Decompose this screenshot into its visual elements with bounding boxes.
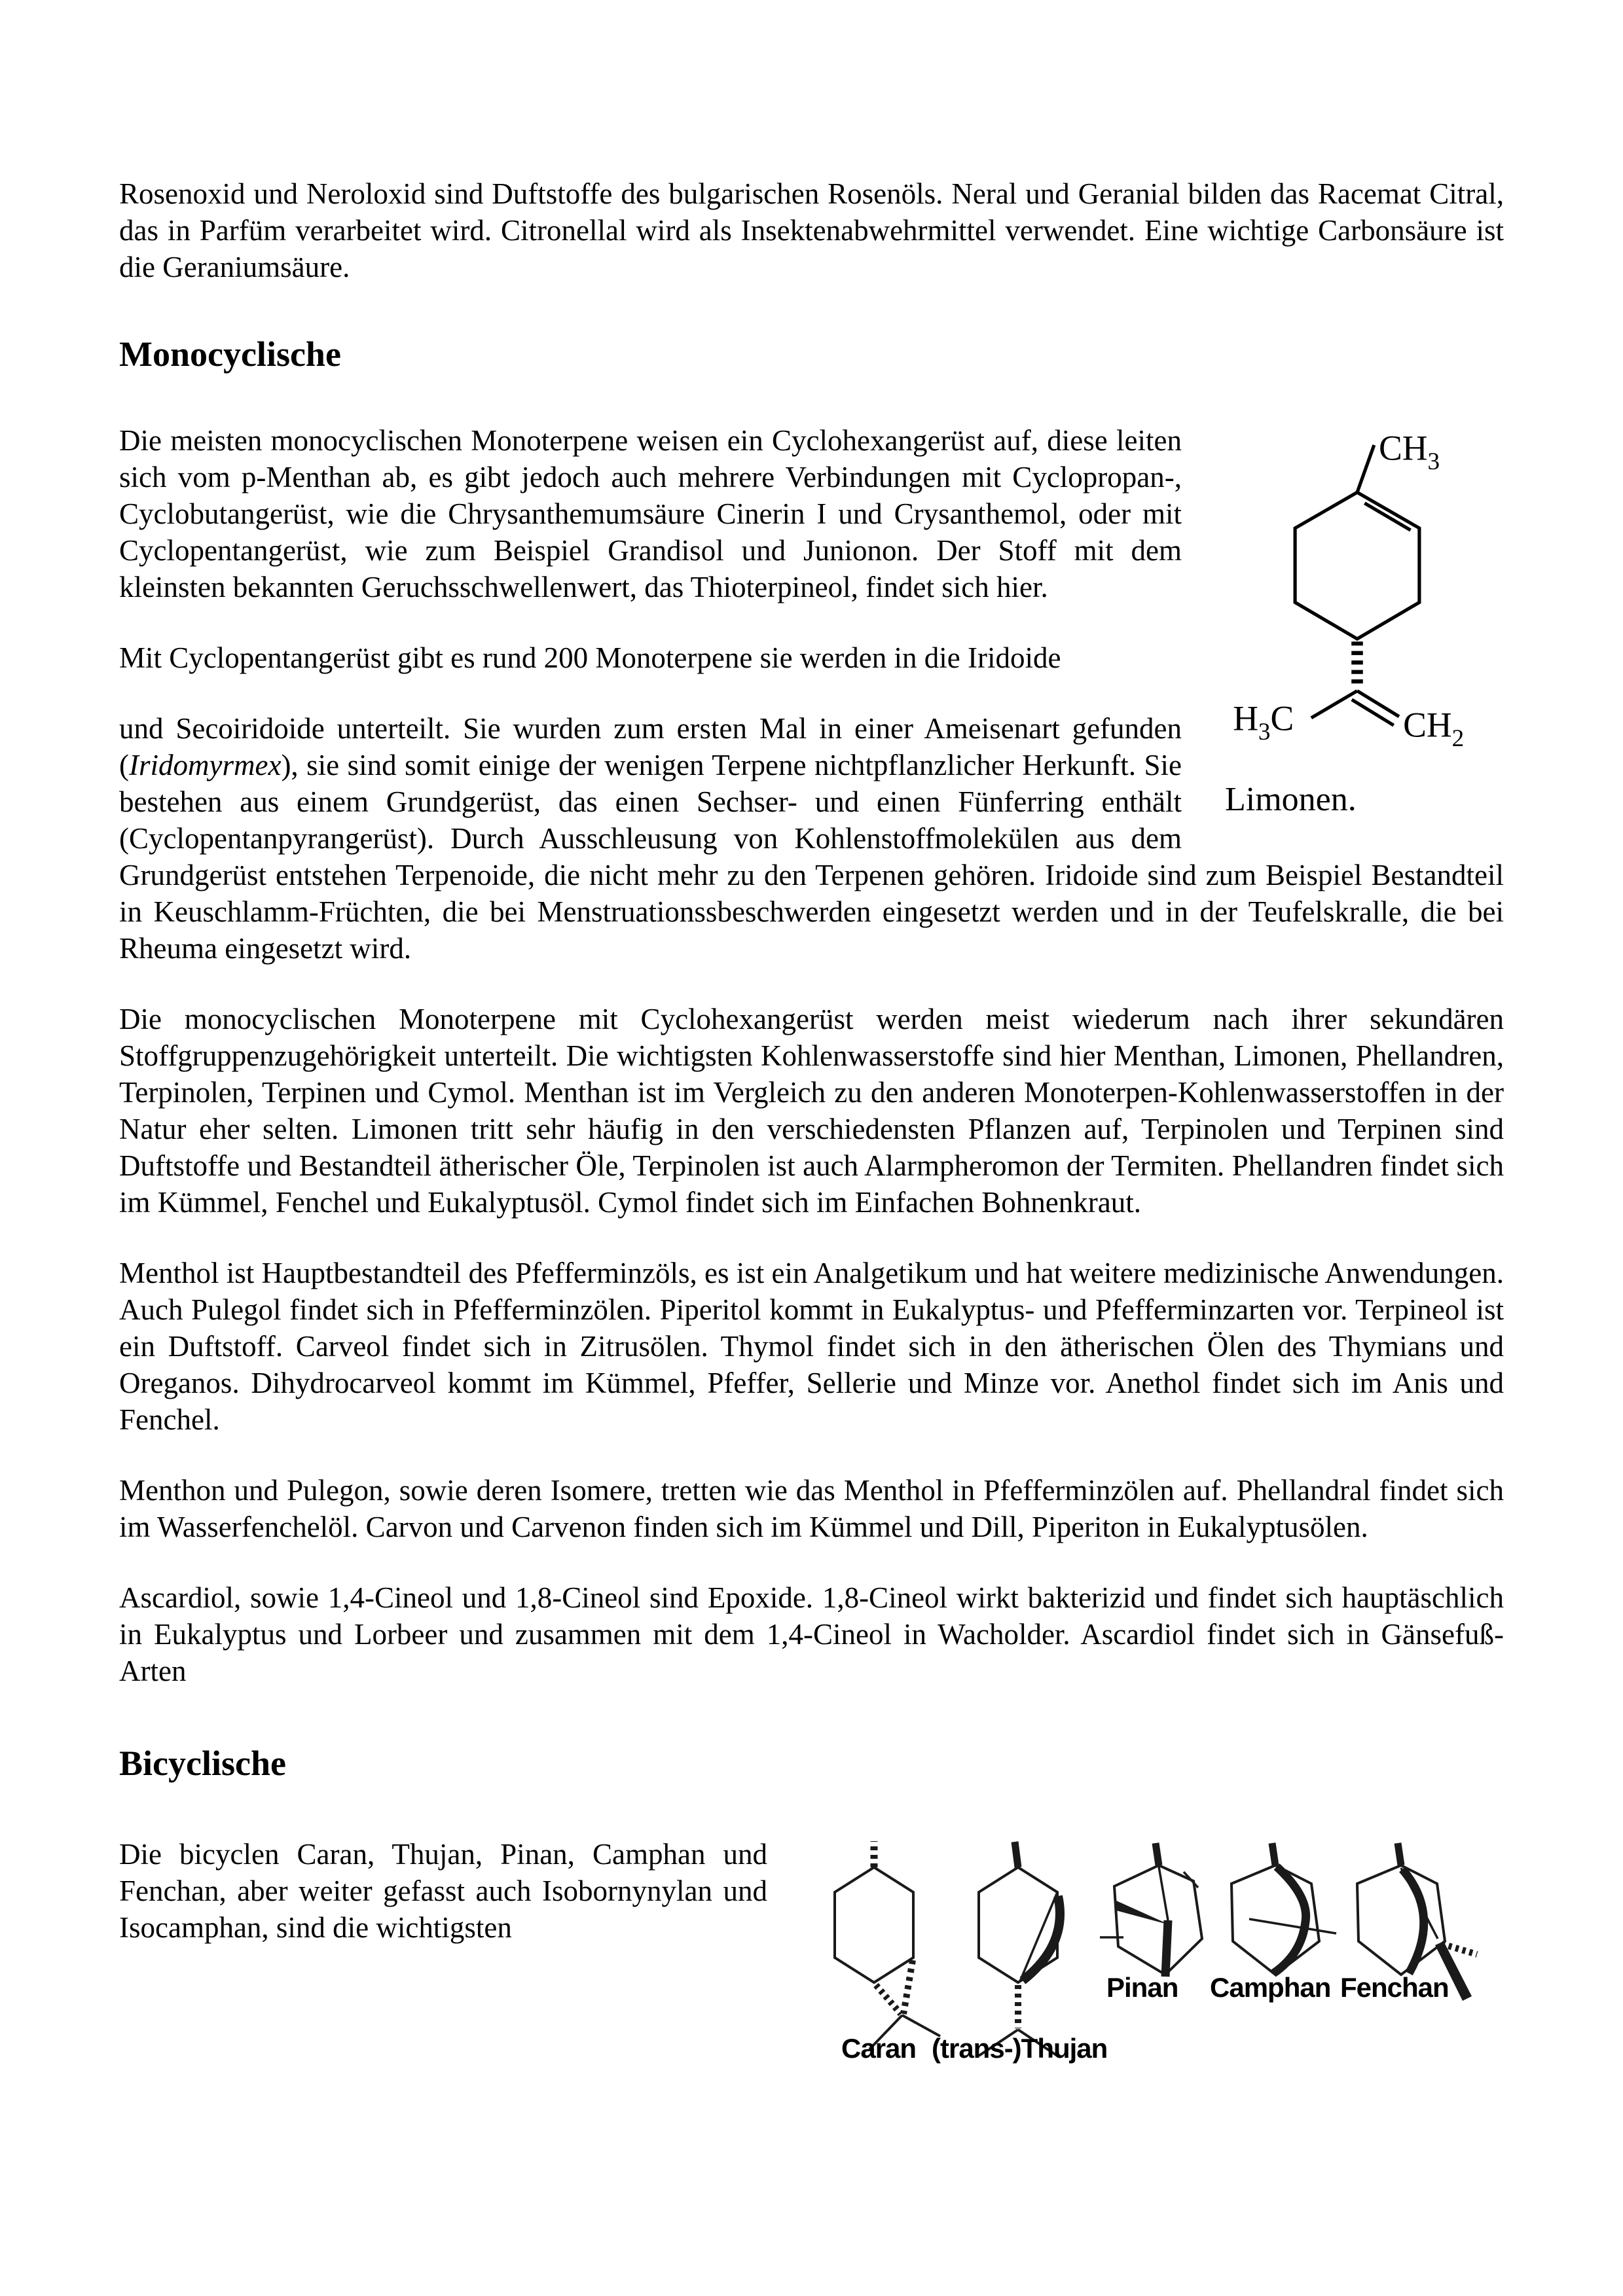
- camphan-label: Camphan: [1210, 1971, 1331, 2003]
- ring-double-bond: [1364, 503, 1410, 530]
- monocyclic-paragraph-2: Mit Cyclopentangerüst gibt es rund 200 Monoterpene sie werden in die Iridoide: [119, 641, 1061, 675]
- atom-label-ch2: $CH_2$: [1403, 706, 1465, 753]
- cyclohexene-ring: [1295, 493, 1419, 639]
- p3-text-after: ), sie sind somit einige der wenigen Terpene nichtpflanzlicher Herkunft. Sie bestehen aus einem Grundgerüst, das einen Sechser- und einen Fünferring enthält (Cyclopentanpyrangerüst). Durch Ausschleusung von Kohlenstoffmolekülen aus dem Grundgerüst entstehen Terpenoide, die nicht mehr zu den Terpenen gehören. Iridoide sind zum Beispiel Bestandteil in Keuschlamm-Früchten, die bei Menstruationssbeschwerden eingesetzt werden und in der Teufelskralle, die bei Rheuma eingesetzt wird.: [119, 749, 1504, 965]
- section-bicyclic: [119, 1836, 1504, 2108]
- caran-structure-image: [805, 1840, 944, 2056]
- isopropenyl-double-bond-1: [1357, 691, 1399, 717]
- atom-label-ch3: $CH_3$: [1379, 429, 1440, 476]
- caran-label: Caran: [841, 2032, 917, 2064]
- bicyclic-structures-figure: [793, 1840, 1504, 2108]
- intro-paragraph: Rosenoxid und Neroloxid sind Duftstoffe des bulgarischen Rosenöls. Neral und Geranial bilden das Racemat Citral, das in Parfüm verarbeitet wird. Citronellal wird als Insektenabwehrmittel verwendet. Eine wichtige Carbonsäure ist die Geraniumsäure.: [119, 177, 1504, 283]
- p3-species-name: Iridomyrmex: [129, 749, 282, 782]
- methyl-bond: [1357, 445, 1374, 492]
- section-monocyclic: [119, 422, 1504, 1689]
- heading-monocyclische: Monocyclische: [119, 334, 341, 374]
- limonen-structure-image: [1229, 425, 1486, 762]
- heading-bicyclische: Bicyclische: [119, 1744, 286, 1784]
- p3-text-before: und Secoiridoide unterteilt. Sie wurden zum ersten Mal in einer Ameisenart gefunden (: [119, 712, 1182, 782]
- monocyclic-paragraph-4: Die monocyclischen Monoterpene mit Cyclohexangerüst werden meist wiederum nach ihrer sekundären Stoffgruppenzugehörigkeit unterteilt. Die wichtigsten Kohlenwasserstoffe sind hier Menthan, Limonen, Phellandren, Terpinolen, Terpinen und Cymol. Menthan ist im Vergleich zu den anderen Monoterpen-Kohlenwasserstoffen in der Natur eher selten. Limonen tritt sehr häufig in den verschiedensten Pflanzen auf, Terpinolen und Terpinen sind Duftstoffe und Bestandteil ätherischer Öle, Terpinolen ist auch Alarmpheromon der Termiten. Phellandren findet sich im Kümmel, Fenchel und Eukalyptusöl. Cymol findet sich im Einfachen Bohnenkraut.: [119, 1003, 1504, 1219]
- bicyclic-paragraph-1: Die bicyclen Caran, Thujan, Pinan, Camphan und Fenchan, aber weiter gefasst auch Isobornynylan und Isocamphan, sind die wichtigsten: [119, 1837, 767, 1944]
- monocyclic-paragraph-1: Die meisten monocyclischen Monoterpene weisen ein Cyclohexangerüst auf, diese leiten sich vom p-Menthan ab, es gibt jedoch auch mehrere Verbindungen mit Cyclopropan-, Cyclobutangerüst, wie die Chrysanthemumsäure Cinerin I und Crysanthemol, oder mit Cyclopentangerüst, wie zum Beispiel Grandisol und Junionon. Der Stoff mit dem kleinsten bekannten Geruchsschwellenwert, das Thioterpineol, findet sich hier.: [119, 424, 1182, 604]
- limonen-caption: Limonen.: [1225, 781, 1357, 819]
- pinan-label: Pinan: [1106, 1971, 1178, 2003]
- limonen-figure: [1217, 425, 1504, 818]
- isopropenyl-double-bond-2: [1352, 700, 1394, 725]
- monocyclic-paragraph-7: Ascardiol, sowie 1,4-Cineol und 1,8-Cineol sind Epoxide. 1,8-Cineol wirkt bakterizid und findet sich hauptäschlich in Eukalyptus und Lorbeer und zusammen mit dem 1,4-Cineol in Wacholder. Ascardiol findet sich in Gänsefuß-Arten: [119, 1581, 1504, 1688]
- thujan-label: (trans-)Thujan: [932, 2032, 1108, 2064]
- atom-label-h3c: $H_3C$: [1233, 698, 1294, 746]
- limonen-skeleton: [1295, 445, 1419, 725]
- isopropenyl-left-bond: [1311, 691, 1357, 718]
- monocyclic-paragraph-6: Menthon und Pulegon, sowie deren Isomere, tretten wie das Menthol in Pfefferminzölen auf. Phellandral findet sich im Wasserfenchelöl. Carvon und Carvenon finden sich im Kümmel und Dill, Piperiton in Eukalyptusölen.: [119, 1474, 1504, 1544]
- thujan-structure-image: [949, 1840, 1088, 2066]
- monocyclic-paragraph-5: Menthol ist Hauptbestandteil des Pfefferminzöls, es ist ein Analgetikum und hat weitere medizinische Anwendungen. Auch Pulegol findet sich in Pfefferminzölen. Piperitol kommt in Eukalyptus- und Pfefferminzarten vor. Terpineol ist ein Duftstoff. Carveol findet sich in Zitrusölen. Thymol findet sich in den ätherischen Ölen des Thymians und Oreganos. Dihydrocarveol kommt im Kümmel, Pfeffer, Sellerie und Minze vor. Anethol findet sich im Anis und Fenchel.: [119, 1257, 1504, 1437]
- fenchan-label: Fenchan: [1340, 1971, 1449, 2003]
